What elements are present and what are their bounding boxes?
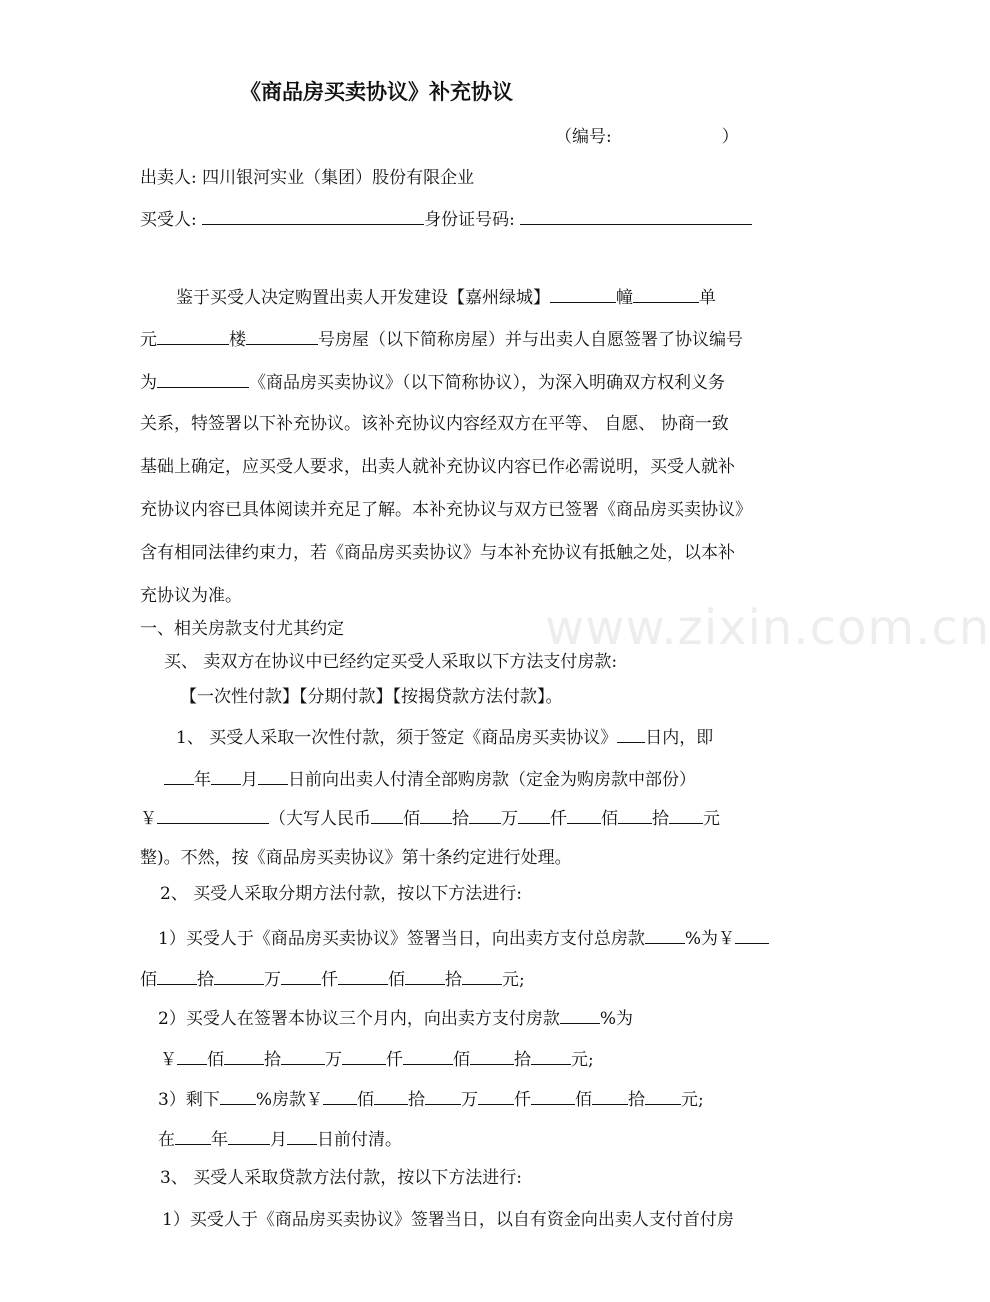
item-text: 2）买受人在签署本协议三个月内，向出卖方支付房款 bbox=[158, 1009, 560, 1029]
blank[interactable] bbox=[531, 1046, 571, 1065]
item-text: 3）剩下 bbox=[158, 1090, 220, 1110]
item-text: %房款￥ bbox=[255, 1090, 323, 1110]
intro-line-2 bbox=[140, 326, 743, 352]
item-text: 拾 bbox=[197, 970, 214, 990]
blank[interactable] bbox=[281, 966, 321, 985]
item-text: 元; bbox=[680, 1090, 704, 1110]
intro-text: 幢 bbox=[616, 288, 633, 308]
month-blank[interactable] bbox=[211, 766, 241, 785]
amount-blank[interactable] bbox=[157, 805, 269, 824]
item-text: 佰 bbox=[207, 1050, 224, 1070]
item-text: 仟 bbox=[550, 809, 567, 829]
blank[interactable] bbox=[470, 1046, 514, 1065]
intro-line-7: 含有相同法律约束力，若《商品房买卖协议》与本补充协议有抵触之处，以本补 bbox=[140, 543, 735, 563]
blank[interactable] bbox=[531, 1086, 575, 1105]
item1-line-1 bbox=[176, 724, 713, 750]
item3-heading: 3、 买受人采取贷款方法付款，按以下方法进行: bbox=[160, 1168, 522, 1188]
id-number-label: 身份证号码: bbox=[424, 210, 515, 230]
pct-blank[interactable] bbox=[560, 1005, 600, 1024]
item2-line-5 bbox=[158, 1086, 704, 1112]
room-blank[interactable] bbox=[246, 326, 318, 345]
item-text: 日前向出卖人付清全部购房款（定金为购房款中部份） bbox=[288, 770, 696, 790]
bai-blank-2[interactable] bbox=[567, 805, 601, 824]
item-text: ￥ bbox=[160, 1050, 177, 1070]
id-number-blank[interactable] bbox=[520, 206, 752, 225]
item-text: 在 bbox=[158, 1130, 175, 1150]
bai-blank[interactable] bbox=[371, 805, 403, 824]
item-text: 拾 bbox=[514, 1050, 531, 1070]
item-text: 仟 bbox=[321, 970, 338, 990]
intro-text: 楼 bbox=[229, 330, 246, 350]
item-text: 日前付清。 bbox=[317, 1130, 402, 1150]
seller-line bbox=[140, 166, 474, 190]
year-blank[interactable] bbox=[175, 1126, 211, 1145]
blank[interactable] bbox=[157, 966, 197, 985]
item-text: 月 bbox=[270, 1130, 287, 1150]
intro-line-5: 基础上确定，应买受人要求，出卖人就补充协议内容已作必需说明，买受人就补 bbox=[140, 457, 735, 477]
blank[interactable] bbox=[405, 966, 445, 985]
intro-text: 为 bbox=[140, 373, 157, 393]
intro-line-6: 充协议内容已具体阅读并充足了解。本补充协议与双方已签署《商品房买卖协议》 bbox=[140, 500, 752, 520]
item2-line-6 bbox=[158, 1126, 402, 1152]
buyer-label: 买受人: bbox=[140, 210, 197, 230]
item-text: 万 bbox=[264, 970, 281, 990]
blank[interactable] bbox=[425, 1086, 461, 1105]
amount-blank[interactable] bbox=[735, 925, 769, 944]
blank[interactable] bbox=[645, 1086, 681, 1105]
item2-line-1 bbox=[158, 925, 769, 951]
item-text: %为 bbox=[599, 1009, 633, 1029]
item1-line-2 bbox=[164, 766, 696, 792]
payment-options: 【一次性付款】【分期付款】【按揭贷款方法付款】。 bbox=[180, 687, 563, 707]
intro-text: 《商品房买卖协议》（以下简称协议），为深入明确双方权利义务 bbox=[249, 373, 725, 393]
year-blank[interactable] bbox=[164, 766, 194, 785]
intro-line-4: 关系，特签署以下补充协议。该补充协议内容经双方在平等、 自愿、 协商一致 bbox=[140, 414, 729, 434]
wan-blank[interactable] bbox=[469, 805, 501, 824]
intro-text: 元 bbox=[140, 330, 157, 350]
item-text: 1）买受人于《商品房买卖协议》签署当日，向出卖方支付总房款 bbox=[158, 929, 645, 949]
floor-blank[interactable] bbox=[157, 326, 229, 345]
section-paragraph: 买、 卖双方在协议中已经约定买受人采取以下方法支付房款: bbox=[164, 652, 618, 672]
item-text: 万 bbox=[325, 1050, 342, 1070]
item-text: 仟 bbox=[386, 1050, 403, 1070]
buyer-line bbox=[140, 206, 752, 232]
item-text: （大写人民币 bbox=[269, 809, 371, 829]
agreement-number-blank[interactable] bbox=[157, 369, 249, 388]
item2-heading: 2、 买受人采取分期方法付款，按以下方法进行: bbox=[160, 884, 522, 904]
blank[interactable] bbox=[323, 1086, 357, 1105]
item-text: 拾 bbox=[452, 809, 469, 829]
pct-blank[interactable] bbox=[220, 1086, 256, 1105]
blank[interactable] bbox=[281, 1046, 325, 1065]
item-text: 拾 bbox=[264, 1050, 281, 1070]
item-text: 佰 bbox=[601, 809, 618, 829]
item-text: 1、 买受人采取一次性付款，须于签定《商品房买卖协议》 bbox=[176, 728, 618, 748]
item-text: 仟 bbox=[513, 1090, 531, 1110]
item-text: 元; bbox=[502, 970, 525, 990]
item-text: 元; bbox=[571, 1050, 594, 1070]
day-blank[interactable] bbox=[258, 766, 288, 785]
month-blank[interactable] bbox=[228, 1126, 270, 1145]
item-text: 佰 bbox=[453, 1050, 470, 1070]
blank[interactable] bbox=[374, 1086, 408, 1105]
intro-text: 鉴于买受人决定购置出卖人开发建设【嘉州绿城】 bbox=[176, 288, 550, 308]
item2-line-4 bbox=[160, 1046, 594, 1072]
intro-line-1 bbox=[176, 284, 716, 310]
intro-line-3 bbox=[140, 369, 725, 395]
item-text: 佰 bbox=[574, 1090, 592, 1110]
item-text: 日内，即 bbox=[645, 728, 714, 748]
contract-number-open: （编号: bbox=[555, 127, 612, 147]
item-text: 拾 bbox=[445, 970, 462, 990]
item-text: 拾 bbox=[627, 1090, 645, 1110]
blank[interactable] bbox=[214, 966, 264, 985]
item-text: 万 bbox=[501, 809, 518, 829]
day-blank[interactable] bbox=[287, 1126, 317, 1145]
item-text: 年 bbox=[194, 770, 211, 790]
item1-line-3 bbox=[140, 805, 720, 831]
blank[interactable] bbox=[342, 1046, 386, 1065]
qian-blank[interactable] bbox=[518, 805, 550, 824]
unit-blank[interactable] bbox=[633, 284, 699, 303]
blank[interactable] bbox=[338, 966, 388, 985]
shi-blank[interactable] bbox=[420, 805, 452, 824]
section-heading: 一、相关房款支付尤其约定 bbox=[140, 619, 344, 639]
intro-text: 单 bbox=[699, 288, 716, 308]
blank[interactable] bbox=[592, 1086, 628, 1105]
item-text: 年 bbox=[211, 1130, 228, 1150]
item-text: 拾 bbox=[652, 809, 669, 829]
item-text: 佰 bbox=[388, 970, 405, 990]
item-text: 拾 bbox=[407, 1090, 425, 1110]
building-blank[interactable] bbox=[550, 284, 616, 303]
item1-line-4: 整)。不然，按《商品房买卖协议》第十条约定进行处理。 bbox=[140, 848, 572, 868]
item3-line-1: 1）买受人于《商品房买卖协议》签署当日，以自有资金向出卖人支付首付房 bbox=[162, 1210, 734, 1230]
intro-text: 号房屋（以下简称房屋）并与出卖人自愿签署了协议编号 bbox=[318, 330, 743, 350]
blank[interactable] bbox=[177, 1046, 207, 1065]
blank[interactable] bbox=[403, 1046, 453, 1065]
intro-line-8: 充协议为准。 bbox=[140, 586, 242, 606]
item-text: 万 bbox=[460, 1090, 478, 1110]
item-text: ￥ bbox=[140, 809, 157, 829]
shi-blank-2[interactable] bbox=[618, 805, 652, 824]
seller-label: 出卖人: bbox=[140, 168, 197, 188]
item-text: 元 bbox=[703, 809, 720, 829]
item-text: %为￥ bbox=[684, 929, 735, 949]
yuan-blank[interactable] bbox=[669, 805, 703, 824]
buyer-name-blank[interactable] bbox=[202, 206, 424, 225]
days-blank[interactable] bbox=[617, 724, 645, 743]
item-text: 佰 bbox=[356, 1090, 374, 1110]
item2-line-2 bbox=[140, 966, 525, 992]
blank[interactable] bbox=[478, 1086, 514, 1105]
document-title: 《商品房买卖协议》补充协议 bbox=[240, 80, 513, 104]
seller-name: 四川银河实业（集团）股份有限企业 bbox=[202, 168, 475, 188]
item-text: 月 bbox=[241, 770, 258, 790]
blank[interactable] bbox=[224, 1046, 264, 1065]
item2-line-3 bbox=[158, 1005, 633, 1031]
contract-number-close: ） bbox=[721, 127, 739, 147]
item-text: 佰 bbox=[403, 809, 420, 829]
watermark: www.zixin.com.cn bbox=[545, 600, 990, 656]
pct-blank[interactable] bbox=[645, 925, 685, 944]
blank[interactable] bbox=[462, 966, 502, 985]
item-text: 佰 bbox=[140, 970, 157, 990]
contract-number bbox=[555, 125, 739, 149]
